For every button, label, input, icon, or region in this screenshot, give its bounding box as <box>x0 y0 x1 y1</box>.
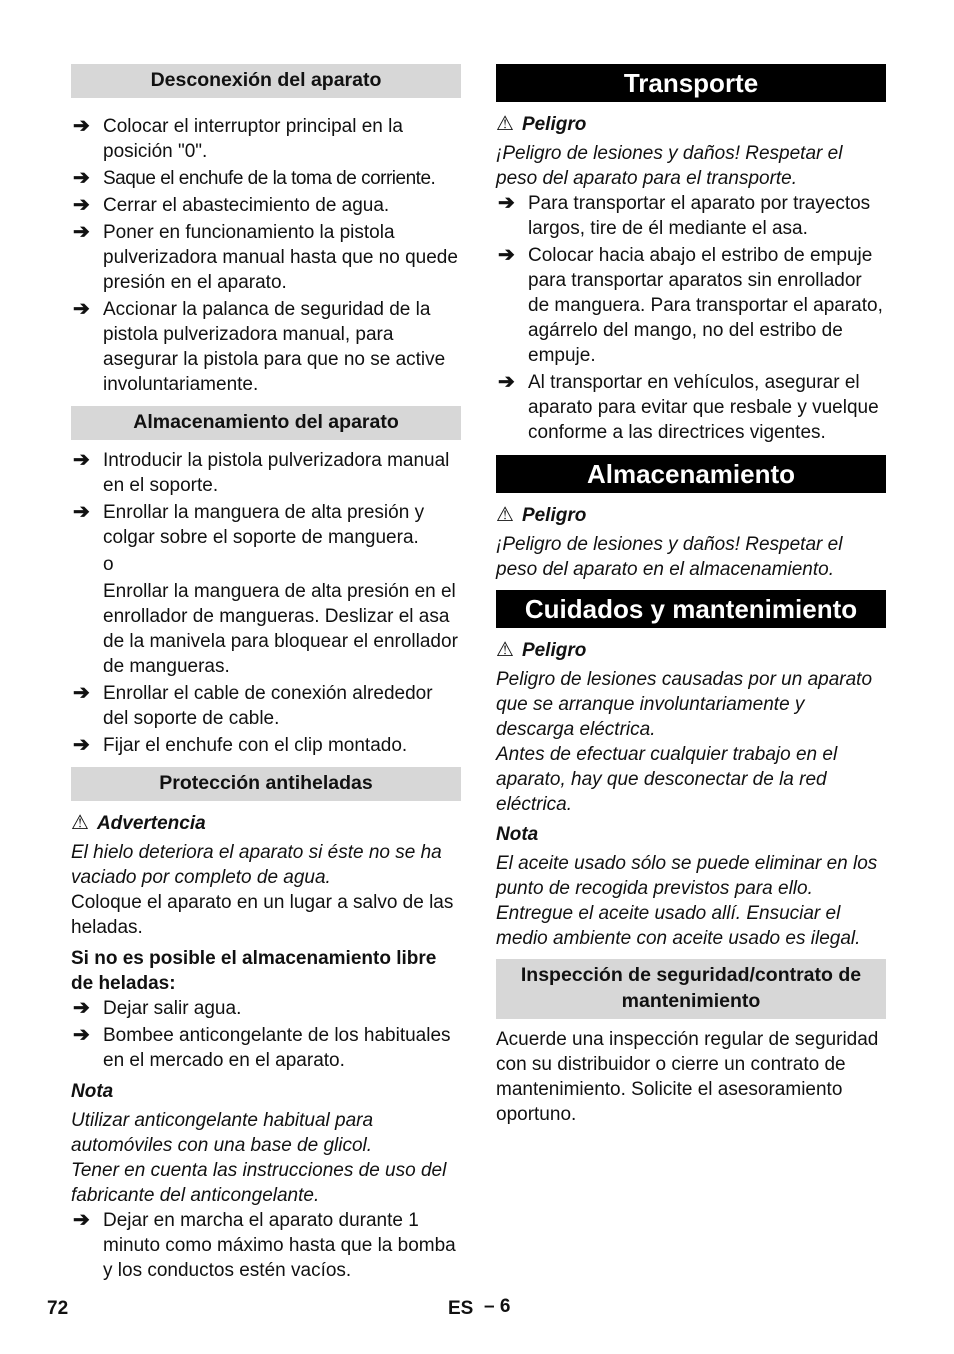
warning-triangle-icon: ⚠ <box>496 504 514 526</box>
arrow-icon: ➔ <box>498 244 515 266</box>
inspection-text: Acuerde una inspección regular de seguridad con su distribuidor o cierre un contrato de mantenimiento. Solicite el asesoramiento oportuno. <box>496 1029 879 1125</box>
section-heading-care: Cuidados y mantenimiento <box>496 590 886 628</box>
list-item: ➔ Accionar la palanca de seguridad de la pistola pulverizadora manual, para asegurar la pistola para que no se active involuntariamente. <box>73 298 446 395</box>
section-heading-inspection: Inspección de seguridad/contrato de mantenimiento <box>496 959 886 1019</box>
list-item: ➔ Dejar salir agua. <box>73 997 242 1019</box>
section-heading-transport: Transporte <box>496 64 886 102</box>
list-item: ➔ Poner en funcionamiento la pistola pulverizadora manual hasta que no quede presión en el aparato. <box>73 221 458 293</box>
section-heading-disconnect: Desconexión del aparato <box>71 64 461 98</box>
page-number: 72 <box>47 1298 69 1319</box>
left-column <box>71 64 461 1283</box>
warning-line: ⚠ Advertencia <box>71 812 206 834</box>
arrow-icon: ➔ <box>73 221 90 243</box>
warning-triangle-icon: ⚠ <box>496 639 514 661</box>
disconnect-steps <box>71 114 461 397</box>
arrow-icon: ➔ <box>73 194 90 216</box>
section-heading-storage: Almacenamiento <box>496 455 886 493</box>
list-item: ➔ Bombee anticongelante de los habituales en el mercado en el aparato. <box>73 1024 451 1071</box>
arrow-icon: ➔ <box>73 1209 90 1231</box>
list-item: ➔ Para transportar el aparato por trayectos largos, tire de él mediante el asa. <box>498 192 871 239</box>
note-label: Nota <box>71 1081 114 1102</box>
section-heading-frost: Protección antiheladas <box>71 767 461 801</box>
list-item: ➔ Cerrar el abastecimiento de agua. <box>73 194 390 216</box>
note-text-2: Tener en cuenta las instrucciones de uso del fabricante del anticongelante. <box>71 1160 447 1206</box>
arrow-icon: ➔ <box>73 734 90 756</box>
list-item: ➔ Al transportar en vehículos, asegurar el aparato para evitar que resbale y vuelque conforme a las directrices vigentes. <box>498 371 879 443</box>
section-heading-storage: Almacenamiento del aparato <box>71 406 461 440</box>
frost-steps <box>71 996 461 1073</box>
frost-condition: Si no es posible el almacenamiento libre de heladas: <box>71 948 437 994</box>
list-item: ➔ Colocar hacia abajo el estribo de empuje para transportar aparatos sin enrollador de manguera. Para transportar el aparato, agárrelo del mango, no del estribo de empuje. <box>498 244 883 366</box>
transport-steps <box>496 191 886 445</box>
arrow-icon: ➔ <box>498 192 515 214</box>
warning-line: ⚠ Peligro <box>496 504 587 526</box>
arrow-icon: ➔ <box>73 501 90 523</box>
arrow-icon: ➔ <box>498 371 515 393</box>
list-item: ➔ Dejar en marcha el aparato durante 1 minuto como máximo hasta que la bomba y los conductos estén vacíos. <box>73 1209 456 1281</box>
arrow-icon: ➔ <box>73 298 90 320</box>
list-item: ➔ Fijar el enchufe con el clip montado. <box>73 734 408 756</box>
frost-warning-text: El hielo deteriora el aparato si éste no se ha vaciado por completo de agua. <box>71 842 442 888</box>
storage-or: o <box>103 554 114 575</box>
warning-line: ⚠ Peligro <box>496 639 587 661</box>
sheet-number: – 6 <box>484 1296 511 1317</box>
list-item: ➔ Introducir la pistola pulverizadora manual en el soporte. <box>73 449 450 496</box>
list-item: ➔ Colocar el interruptor principal en la posición "0". <box>73 115 403 162</box>
transport-warning-text: ¡Peligro de lesiones y daños! Respetar el peso del aparato para el transporte. <box>496 143 843 189</box>
storage-alternative: Enrollar la manguera de alta presión en el enrollador de mangueras. Deslizar el asa de la manivela para bloquear el enrollador de mangueras. <box>103 581 458 677</box>
frost-text: Coloque el aparato en un lugar a salvo de las heladas. <box>71 892 454 938</box>
list-item: ➔ Saque el enchufe de la toma de corriente. <box>73 167 436 189</box>
right-column <box>496 64 886 1127</box>
arrow-icon: ➔ <box>73 997 90 1019</box>
note-label: Nota <box>496 824 539 845</box>
arrow-icon: ➔ <box>73 1024 90 1046</box>
arrow-icon: ➔ <box>73 115 90 137</box>
storage-steps-2 <box>71 681 461 758</box>
warning-triangle-icon: ⚠ <box>496 113 514 135</box>
arrow-icon: ➔ <box>73 167 90 189</box>
arrow-icon: ➔ <box>73 682 90 704</box>
storage-warning-text: ¡Peligro de lesiones y daños! Respetar el peso del aparato en el almacenamiento. <box>496 534 843 580</box>
warning-line: ⚠ Peligro <box>496 113 587 135</box>
care-warning-text-1: Peligro de lesiones causadas por un aparato que se arranque involuntariamente y descarga eléctrica. <box>496 669 873 740</box>
frost-final-step <box>71 1208 461 1283</box>
care-warning-text-2: Antes de efectuar cualquier trabajo en el aparato, hay que desconectar de la red eléctrica. <box>496 744 838 815</box>
warning-triangle-icon: ⚠ <box>71 812 89 834</box>
storage-steps <box>71 448 461 550</box>
note-text: El aceite usado sólo se puede eliminar en los punto de recogida previstos para ello. Entregue el aceite usado allí. Ensuciar el medio ambiente con aceite usado es ilegal. <box>496 853 878 949</box>
list-item: ➔ Enrollar el cable de conexión alrededor del soporte de cable. <box>73 682 433 729</box>
language-code: ES <box>448 1298 474 1319</box>
arrow-icon: ➔ <box>73 449 90 471</box>
note-text-1: Utilizar anticongelante habitual para automóviles con una base de glicol. <box>71 1110 374 1156</box>
list-item: ➔ Enrollar la manguera de alta presión y colgar sobre el soporte de manguera. <box>73 501 425 548</box>
